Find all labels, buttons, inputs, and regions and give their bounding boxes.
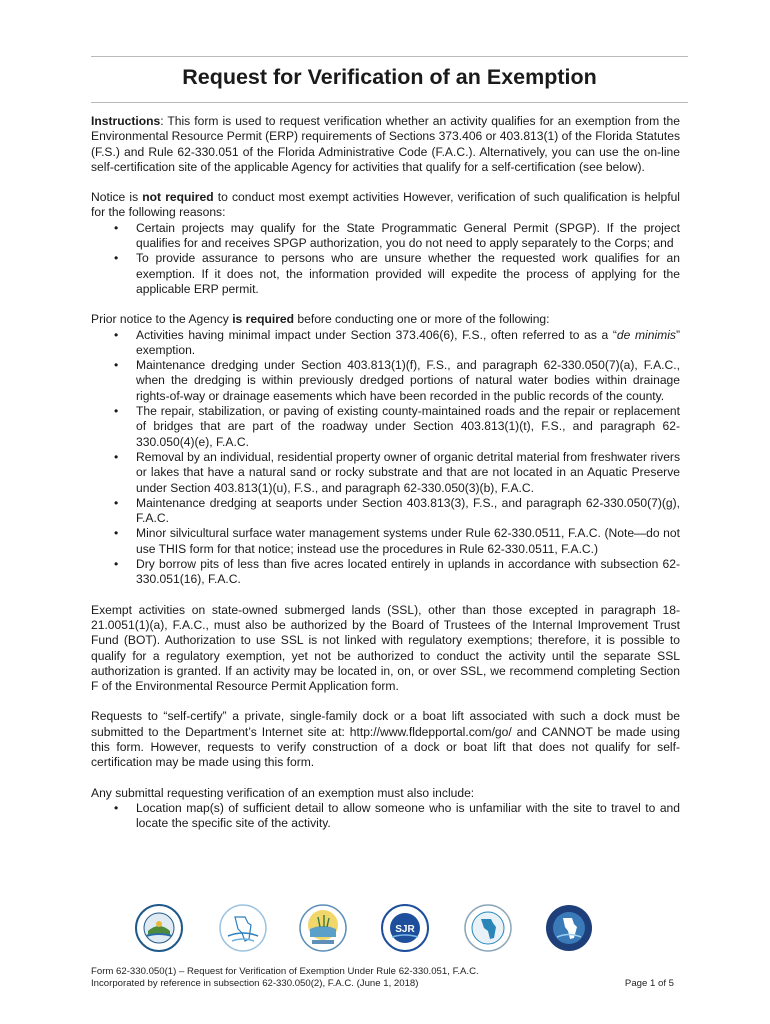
prior-post: before conducting one or more of the following: bbox=[294, 312, 550, 327]
st-johns-river-water-management-district-icon bbox=[380, 903, 430, 953]
bullet-icon: • bbox=[114, 526, 119, 541]
form-body bbox=[91, 114, 680, 831]
list-item-text: Certain projects may qualify for the State Programmatic General Permit (SPGP). If the project qualifies for and receives SPGP authorization, you do not need to apply separately to the Corps; and bbox=[136, 220, 680, 251]
title-bottom-rule bbox=[91, 102, 688, 103]
suwannee-river-water-management-district-icon bbox=[298, 903, 348, 953]
bullet-icon: • bbox=[114, 495, 119, 510]
instructions-text: : This form is used to request verification whether an activity qualifies for an exemption from the Environmental Resource Permit (ERP) requirements of Sections 373.406 or 403.813(1) of the Florida Statutes (F.S.) and Rule 62-330.051 of the Florida Administrative Code (F.A.C.). Alternatively, you can use the on-line self-certification site of the applicable Agency for activities that qualify for a self-certification (see below). bbox=[91, 114, 680, 174]
south-florida-water-management-district-icon bbox=[544, 903, 594, 953]
title-top-rule bbox=[91, 56, 688, 57]
list-item-text: Maintenance dredging at seaports under Section 403.813(3), F.S., and paragraph 62-330.050(7)(g), F.A.C. bbox=[136, 495, 680, 526]
bullet-icon: • bbox=[114, 251, 119, 266]
bullet-icon: • bbox=[114, 404, 119, 419]
prior-bold: is required bbox=[232, 312, 295, 327]
notice-bold: not required bbox=[142, 190, 214, 205]
notice-reasons-list bbox=[91, 221, 680, 297]
footer-form-line: Form 62-330.050(1) – Request for Verification of Exemption Under Rule 62-330.051, F.A.C. bbox=[91, 966, 479, 977]
prior-notice-list bbox=[91, 328, 680, 588]
footer-incorporation-line: Incorporated by reference in subsection 62-330.050(2), F.A.C. (June 1, 2018) bbox=[91, 978, 419, 990]
list-item bbox=[91, 358, 680, 404]
instructions-paragraph bbox=[91, 114, 680, 175]
southwest-florida-water-management-district-icon bbox=[463, 903, 513, 953]
list-item-text: Removal by an individual, residential property owner of organic detrital material from freshwater rivers or lakes that have a natural sand or rocky substrate and that are not located in an Aquatic Preserve under Section 403.813(1)(u), F.S., and paragraph 62-330.050(3)(b), F.A.C. bbox=[136, 449, 680, 495]
submittal-intro: Any submittal requesting verification of an exemption must also include: bbox=[91, 785, 475, 800]
list-item bbox=[91, 450, 680, 496]
list-item-text: Dry borrow pits of less than five acres located entirely in uplands in accordance with subsection 62-330.051(16), F.A.C. bbox=[136, 557, 680, 587]
list-item-text: The repair, stabilization, or paving of existing county-maintained roads and the repair or replacement of bridges that are part of the roadway under Section 403.813(1)(t), F.S., and paragraph 62-330.050(4)(e), F.A.C. bbox=[136, 404, 680, 449]
bullet-icon: • bbox=[114, 449, 119, 464]
self-certify-paragraph: Requests to “self-certify” a private, single-family dock or a boat lift associated with such a dock must be submitted to the Department’s Internet site at: http://www.fldepportal.com/go/ and CANNOT be made using this form. However, requests to verify construction of a dock or boat lift that does not qualify for self-certification may be made using this form. bbox=[91, 709, 680, 770]
list-item-text: Location map(s) of sufficient detail to allow someone who is unfamiliar with the site to travel to and locate the specific site of the activity. bbox=[136, 800, 680, 831]
list-item bbox=[91, 221, 680, 252]
bullet-icon: • bbox=[114, 557, 119, 572]
list-item-text: Activities having minimal impact under Section 373.406(6), F.S., often referred to as a “ bbox=[136, 327, 617, 342]
ssl-paragraph: Exempt activities on state-owned submerged lands (SSL), other than those excepted in paragraph 18-21.0051(1)(a), F.A.C., must also be authorized by the Board of Trustees of the Internal Improvement Trust Fund (BOT). Authorization to use SSL is not linked with regulatory exemptions; therefore, it is possible to qualify for a regulatory exemption, yet not be authorized to conduct the activity until the separate SSL authorization is granted. If an activity may be located in, on, or over SSL, we recommend completing Section F of the Environmental Resource Permit Application form. bbox=[91, 602, 680, 694]
list-item bbox=[91, 328, 680, 359]
page-footer bbox=[91, 966, 680, 991]
list-item bbox=[91, 251, 680, 297]
prior-pre: Prior notice to the Agency bbox=[91, 312, 233, 327]
page-number: Page 1 of 5 bbox=[624, 978, 674, 990]
list-item bbox=[91, 557, 680, 588]
instructions-label: Instructions bbox=[91, 114, 161, 128]
notice-paragraph bbox=[91, 190, 680, 221]
bullet-icon: • bbox=[114, 327, 119, 342]
list-item-text: Minor silvicultural surface water management systems under Rule 62-330.0511, F.A.C. (Note—do not use THIS form for that notice; instead use the procedures in Rule 62-330.0511, F.A.C.) bbox=[136, 526, 680, 556]
de-minimis-term: de minimis bbox=[616, 327, 676, 342]
agency-logos bbox=[134, 903, 606, 961]
list-item bbox=[91, 404, 680, 450]
list-item-text: ” exemption. bbox=[136, 327, 680, 357]
prior-notice-paragraph bbox=[91, 312, 680, 327]
bullet-icon: • bbox=[114, 358, 119, 373]
bullet-icon: • bbox=[114, 800, 119, 815]
northwest-florida-water-management-district-icon bbox=[218, 903, 268, 953]
notice-pre: Notice is bbox=[91, 190, 143, 205]
notice-post: to conduct most exempt activities However, verification of such qualification is helpful for the following reasons: bbox=[91, 190, 680, 220]
list-item-text: To provide assurance to persons who are unsure whether the requested work qualifies for an exemption. If it does not, the information provided will expedite the process of applying for the applicable ERP permit. bbox=[136, 251, 680, 296]
list-item bbox=[91, 526, 680, 557]
submittal-list bbox=[91, 801, 680, 832]
bullet-icon: • bbox=[114, 220, 119, 235]
svg-text:SJR: SJR bbox=[395, 924, 415, 935]
list-item bbox=[91, 801, 680, 832]
list-item-text: Maintenance dredging under Section 403.813(1)(f), F.S., and paragraph 62-330.050(7)(a), F.A.C., when the dredging is within previously dredged portions of natural water bodies within drainage rights-of-way or drainage easements which have been recorded in the public records of the county. bbox=[136, 358, 680, 403]
list-item bbox=[91, 496, 680, 527]
fdep-seal-icon bbox=[134, 903, 184, 953]
page-title: Request for Verification of an Exemption bbox=[182, 65, 597, 89]
